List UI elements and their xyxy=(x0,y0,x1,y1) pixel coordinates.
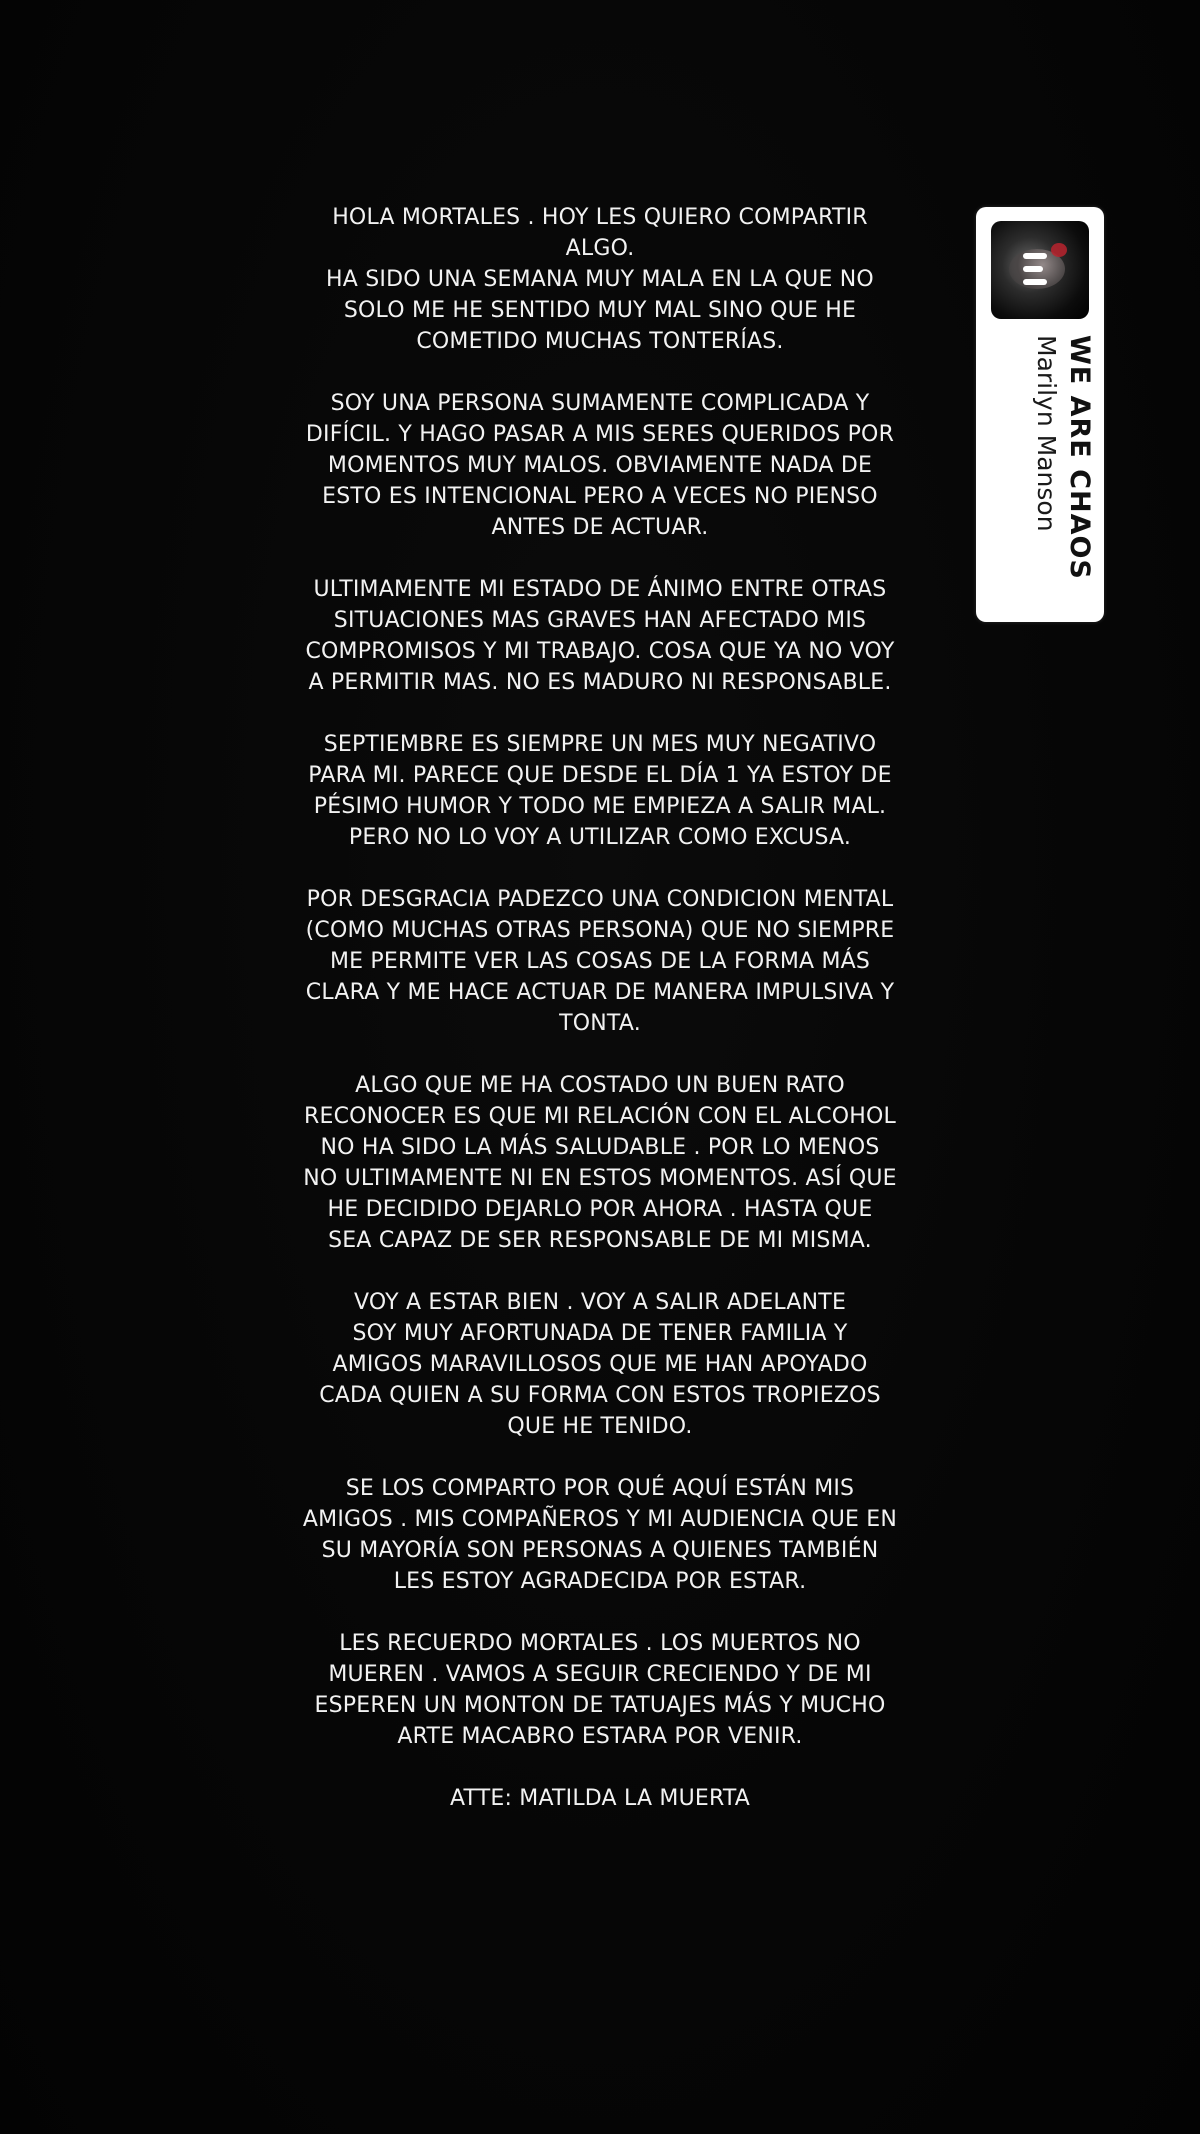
story-line: TONTA. xyxy=(559,1011,641,1036)
story-line: SU MAYORÍA SON PERSONAS A QUIENES TAMBIÉN xyxy=(321,1538,879,1563)
story-line: ANTES DE ACTUAR. xyxy=(491,515,709,540)
story-line: POR DESGRACIA PADEZCO UNA CONDICION MENTAL xyxy=(306,887,894,912)
story-line: SITUACIONES MAS GRAVES HAN AFECTADO MIS xyxy=(333,608,867,633)
story-line: SOY UNA PERSONA SUMAMENTE COMPLICADA Y xyxy=(330,391,870,416)
story-line: A PERMITIR MAS. NO ES MADURO NI RESPONSABLE. xyxy=(308,670,892,695)
story-line: MUEREN . VAMOS A SEGUIR CRECIENDO Y DE MI xyxy=(328,1662,872,1687)
story-line: ESPEREN UN MONTON DE TATUAJES MÁS Y MUCHO xyxy=(314,1693,886,1718)
story-line: ARTE MACABRO ESTARA POR VENIR. xyxy=(397,1724,803,1749)
story-line: ATTE: MATILDA LA MUERTA xyxy=(449,1786,751,1811)
story-line: AMIGOS . MIS COMPAÑEROS Y MI AUDIENCIA QUE EN xyxy=(302,1507,898,1532)
story-line: ALGO. xyxy=(565,236,635,261)
music-bars-icon xyxy=(1017,253,1057,287)
story-line: SOLO ME HE SENTIDO MUY MAL SINO QUE HE xyxy=(343,298,857,323)
story-paragraph xyxy=(285,202,915,357)
song-title: WE ARE CHAOS xyxy=(1064,335,1095,580)
story-line: ESTO ES INTENCIONAL PERO A VECES NO PIENSO xyxy=(322,484,878,509)
story-line: SEA CAPAZ DE SER RESPONSABLE DE MI MISMA. xyxy=(328,1228,872,1253)
story-line: HOLA MORTALES . HOY LES QUIERO COMPARTIR xyxy=(332,205,868,230)
story-line: AMIGOS MARAVILLOSOS QUE ME HAN APOYADO xyxy=(332,1352,868,1377)
story-line: NO HA SIDO LA MÁS SALUDABLE . POR LO MENOS xyxy=(320,1135,880,1160)
story-line: COMETIDO MUCHAS TONTERÍAS. xyxy=(416,329,784,354)
story-line: CLARA Y ME HACE ACTUAR DE MANERA IMPULSIVA Y xyxy=(305,980,895,1005)
song-artist: Marilyn Manson xyxy=(1032,335,1061,532)
story-line: PARA MI. PARECE QUE DESDE EL DÍA 1 YA ESTOY DE xyxy=(308,763,892,788)
story-line: ALGO QUE ME HA COSTADO UN BUEN RATO xyxy=(355,1073,845,1098)
story-line: ME PERMITE VER LAS COSAS DE LA FORMA MÁS xyxy=(329,949,871,974)
story-paragraph xyxy=(285,884,915,1039)
story-line: DIFÍCIL. Y HAGO PASAR A MIS SERES QUERIDOS POR xyxy=(305,422,895,447)
story-line: ULTIMAMENTE MI ESTADO DE ÁNIMO ENTRE OTRAS xyxy=(313,577,887,602)
story-line: QUE HE TENIDO. xyxy=(507,1414,693,1439)
story-line: PERO NO LO VOY A UTILIZAR COMO EXCUSA. xyxy=(348,825,852,850)
story-paragraph xyxy=(285,1628,915,1752)
story-paragraph xyxy=(285,1287,915,1442)
story-paragraph xyxy=(285,1473,915,1597)
sticker-text xyxy=(986,335,1096,595)
music-sticker[interactable] xyxy=(976,207,1104,622)
story-text-block xyxy=(285,202,915,1845)
album-art xyxy=(991,221,1089,319)
story-line: COMPROMISOS Y MI TRABAJO. COSA QUE YA NO VOY xyxy=(305,639,895,664)
story-line: SOY MUY AFORTUNADA DE TENER FAMILIA Y xyxy=(352,1321,848,1346)
story-line: CADA QUIEN A SU FORMA CON ESTOS TROPIEZOS xyxy=(319,1383,881,1408)
story-line: NO ULTIMAMENTE NI EN ESTOS MOMENTOS. ASÍ QUE xyxy=(303,1166,897,1191)
story-paragraph xyxy=(285,1070,915,1256)
story-line: VOY A ESTAR BIEN . VOY A SALIR ADELANTE xyxy=(353,1290,847,1315)
story-paragraph xyxy=(285,574,915,698)
story-line: HE DECIDIDO DEJARLO POR AHORA . HASTA QUE xyxy=(327,1197,873,1222)
story-paragraph xyxy=(285,729,915,853)
story-line: HA SIDO UNA SEMANA MUY MALA EN LA QUE NO xyxy=(326,267,874,292)
story-line: PÉSIMO HUMOR Y TODO ME EMPIEZA A SALIR MAL. xyxy=(313,794,887,819)
story-line: LES RECUERDO MORTALES . LOS MUERTOS NO xyxy=(339,1631,861,1656)
story-line: RECONOCER ES QUE MI RELACIÓN CON EL ALCOHOL xyxy=(303,1104,897,1129)
story-paragraph xyxy=(285,1783,915,1814)
story-line: SEPTIEMBRE ES SIEMPRE UN MES MUY NEGATIVO xyxy=(323,732,877,757)
story-line: LES ESTOY AGRADECIDA POR ESTAR. xyxy=(393,1569,807,1594)
story-paragraph xyxy=(285,388,915,543)
story-line: MOMENTOS MUY MALOS. OBVIAMENTE NADA DE xyxy=(327,453,873,478)
story-line: SE LOS COMPARTO POR QUÉ AQUÍ ESTÁN MIS xyxy=(345,1476,855,1501)
story-line: (COMO MUCHAS OTRAS PERSONA) QUE NO SIEMPRE xyxy=(305,918,895,943)
